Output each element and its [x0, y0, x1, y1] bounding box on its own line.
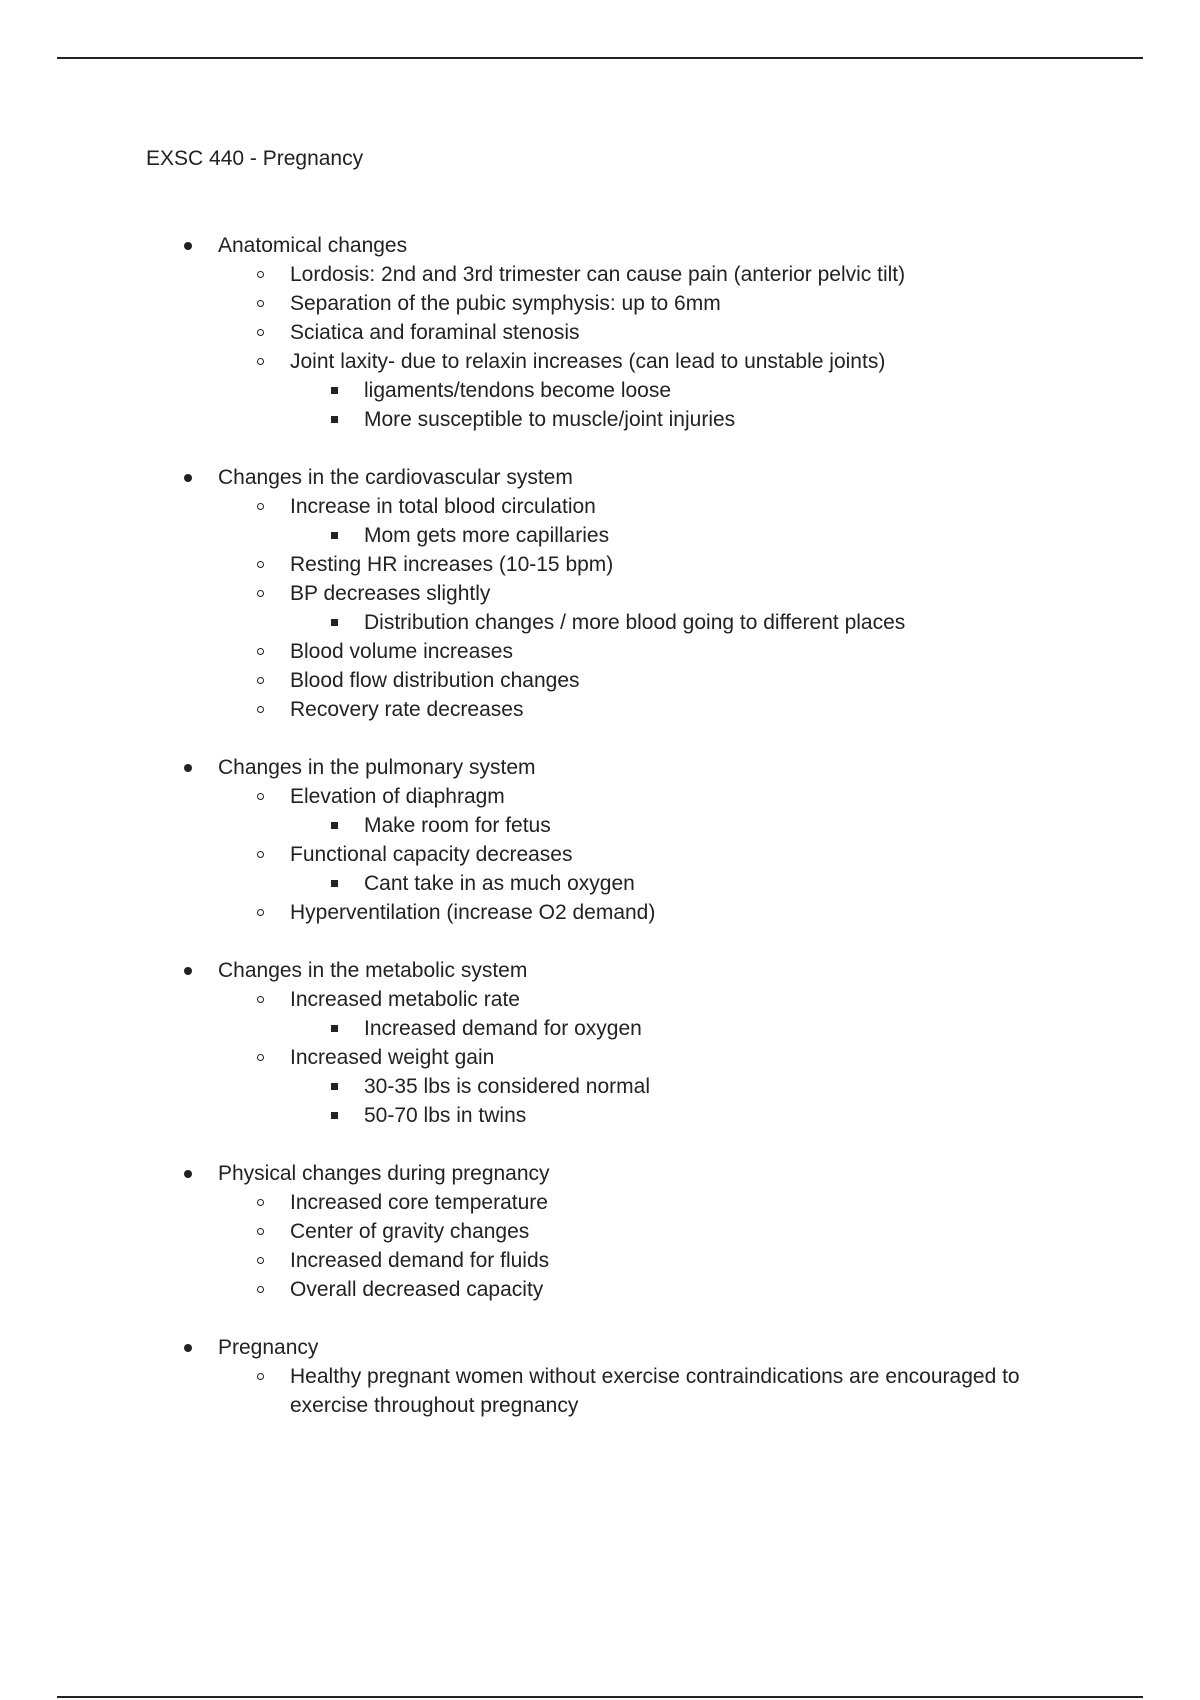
- sub-list-item-text: More susceptible to muscle/joint injuries: [364, 408, 736, 431]
- hollow-circle-bullet-icon: [257, 1199, 264, 1206]
- page-title: EXSC 440 - Pregnancy: [146, 147, 364, 170]
- filled-circle-bullet-icon: [184, 967, 192, 975]
- sub-list-item: [0, 1014, 1200, 1043]
- sub-list-item: [0, 1072, 1200, 1101]
- square-bullet-icon: [331, 416, 338, 423]
- top-divider: [57, 57, 1143, 59]
- list-item-text: Increased weight gain: [290, 1046, 495, 1069]
- list-item-text: Increase in total blood circulation: [290, 495, 596, 518]
- hollow-circle-bullet-icon: [257, 271, 264, 278]
- sub-items: [290, 521, 1200, 550]
- section-physical-changes: [0, 1159, 1200, 1304]
- hollow-circle-bullet-icon: [257, 677, 264, 684]
- list-item-text: Increased core temperature: [290, 1191, 548, 1214]
- sub-list-item: [0, 1101, 1200, 1130]
- list-item: [0, 550, 1200, 579]
- square-bullet-icon: [331, 387, 338, 394]
- bottom-divider: [57, 1696, 1143, 1698]
- list-item: [0, 840, 1200, 898]
- sub-list-item-text: Mom gets more capillaries: [364, 524, 610, 547]
- list-item-text: Sciatica and foraminal stenosis: [290, 321, 580, 344]
- list-item: [0, 1275, 1200, 1304]
- sub-list-item-text: ligaments/tendons become loose: [364, 379, 672, 402]
- list-item: [0, 985, 1200, 1043]
- section-heading: Anatomical changes: [218, 234, 408, 257]
- section-anatomical-changes: [0, 231, 1200, 434]
- list-item-text: Increased demand for fluids: [290, 1249, 550, 1272]
- filled-circle-bullet-icon: [184, 242, 192, 250]
- filled-circle-bullet-icon: [184, 764, 192, 772]
- section-metabolic-system: [0, 956, 1200, 1130]
- list-item: [0, 898, 1200, 927]
- square-bullet-icon: [331, 1112, 338, 1119]
- section-heading: Changes in the pulmonary system: [218, 756, 536, 779]
- section-items: [218, 1188, 1200, 1304]
- sub-list-item-text: 30-35 lbs is considered normal: [364, 1075, 650, 1098]
- hollow-circle-bullet-icon: [257, 561, 264, 568]
- sub-list-item: [0, 405, 1200, 434]
- section-items: [218, 260, 1200, 434]
- list-item-text: Recovery rate decreases: [290, 698, 524, 721]
- sub-list-item: [0, 608, 1200, 637]
- section-list: [0, 231, 1200, 1420]
- section-items: [218, 782, 1200, 927]
- sub-list-item-text: Distribution changes / more blood going to different places: [364, 611, 906, 634]
- hollow-circle-bullet-icon: [257, 1286, 264, 1293]
- list-item: [0, 289, 1200, 318]
- list-item: [0, 1217, 1200, 1246]
- sub-items: [290, 811, 1200, 840]
- section-pregnancy: [0, 1333, 1200, 1420]
- hollow-circle-bullet-icon: [257, 851, 264, 858]
- list-item: [0, 1043, 1200, 1130]
- sub-list-item-text: Increased demand for oxygen: [364, 1017, 642, 1040]
- list-item-text: Center of gravity changes: [290, 1220, 530, 1243]
- section-items: [218, 492, 1200, 724]
- sub-list-item-text: 50-70 lbs in twins: [364, 1104, 527, 1127]
- sub-items: [290, 608, 1200, 637]
- list-item: [0, 260, 1200, 289]
- list-item: [0, 347, 1200, 434]
- filled-circle-bullet-icon: [184, 1344, 192, 1352]
- section-cardiovascular-system: [0, 463, 1200, 724]
- hollow-circle-bullet-icon: [257, 300, 264, 307]
- hollow-circle-bullet-icon: [257, 706, 264, 713]
- section-items: [218, 1362, 1200, 1420]
- list-item: [0, 695, 1200, 724]
- square-bullet-icon: [331, 619, 338, 626]
- sub-items: [290, 1072, 1200, 1130]
- hollow-circle-bullet-icon: [257, 648, 264, 655]
- sub-items: [290, 376, 1200, 434]
- section-items: [218, 985, 1200, 1130]
- list-item-text: Separation of the pubic symphysis: up to 6mm: [290, 292, 721, 315]
- list-item-text: Hyperventilation (increase O2 demand): [290, 901, 656, 924]
- list-item: [0, 492, 1200, 550]
- filled-circle-bullet-icon: [184, 474, 192, 482]
- hollow-circle-bullet-icon: [257, 909, 264, 916]
- hollow-circle-bullet-icon: [257, 329, 264, 336]
- sub-list-item-text: Make room for fetus: [364, 814, 551, 837]
- list-item-text: Elevation of diaphragm: [290, 785, 505, 808]
- sub-list-item-text: Cant take in as much oxygen: [364, 872, 635, 895]
- sub-list-item: [0, 869, 1200, 898]
- list-item-text: Overall decreased capacity: [290, 1278, 544, 1301]
- sub-items: [290, 1014, 1200, 1043]
- list-item-text: Healthy pregnant women without exercise contraindications are encouraged to exercise throughout pregnancy: [290, 1365, 1020, 1417]
- hollow-circle-bullet-icon: [257, 358, 264, 365]
- list-item-text: Lordosis: 2nd and 3rd trimester can cause pain (anterior pelvic tilt): [290, 263, 906, 286]
- list-item-text: Resting HR increases (10-15 bpm): [290, 553, 614, 576]
- list-item: [0, 1362, 1200, 1420]
- hollow-circle-bullet-icon: [257, 1373, 264, 1380]
- section-heading: Changes in the cardiovascular system: [218, 466, 573, 489]
- list-item: [0, 1188, 1200, 1217]
- square-bullet-icon: [331, 880, 338, 887]
- hollow-circle-bullet-icon: [257, 996, 264, 1003]
- sub-list-item: [0, 376, 1200, 405]
- list-item-text: Blood volume increases: [290, 640, 513, 663]
- list-item: [0, 318, 1200, 347]
- hollow-circle-bullet-icon: [257, 590, 264, 597]
- list-item-text: Increased metabolic rate: [290, 988, 520, 1011]
- hollow-circle-bullet-icon: [257, 1054, 264, 1061]
- sub-items: [290, 869, 1200, 898]
- list-item-text: Joint laxity- due to relaxin increases (can lead to unstable joints): [290, 350, 886, 373]
- sub-list-item: [0, 811, 1200, 840]
- hollow-circle-bullet-icon: [257, 503, 264, 510]
- filled-circle-bullet-icon: [184, 1170, 192, 1178]
- list-item: [0, 637, 1200, 666]
- list-item-text: BP decreases slightly: [290, 582, 491, 605]
- sub-list-item: [0, 521, 1200, 550]
- section-pulmonary-system: [0, 753, 1200, 927]
- square-bullet-icon: [331, 1025, 338, 1032]
- hollow-circle-bullet-icon: [257, 793, 264, 800]
- notes-outline: [0, 231, 1200, 1420]
- list-item: [0, 666, 1200, 695]
- hollow-circle-bullet-icon: [257, 1257, 264, 1264]
- list-item-text: Functional capacity decreases: [290, 843, 573, 866]
- square-bullet-icon: [331, 1083, 338, 1090]
- section-heading: Pregnancy: [218, 1336, 319, 1359]
- square-bullet-icon: [331, 822, 338, 829]
- section-heading: Changes in the metabolic system: [218, 959, 528, 982]
- section-heading: Physical changes during pregnancy: [218, 1162, 550, 1185]
- list-item: [0, 782, 1200, 840]
- square-bullet-icon: [331, 532, 338, 539]
- list-item: [0, 579, 1200, 637]
- list-item: [0, 1246, 1200, 1275]
- hollow-circle-bullet-icon: [257, 1228, 264, 1235]
- list-item-text: Blood flow distribution changes: [290, 669, 580, 692]
